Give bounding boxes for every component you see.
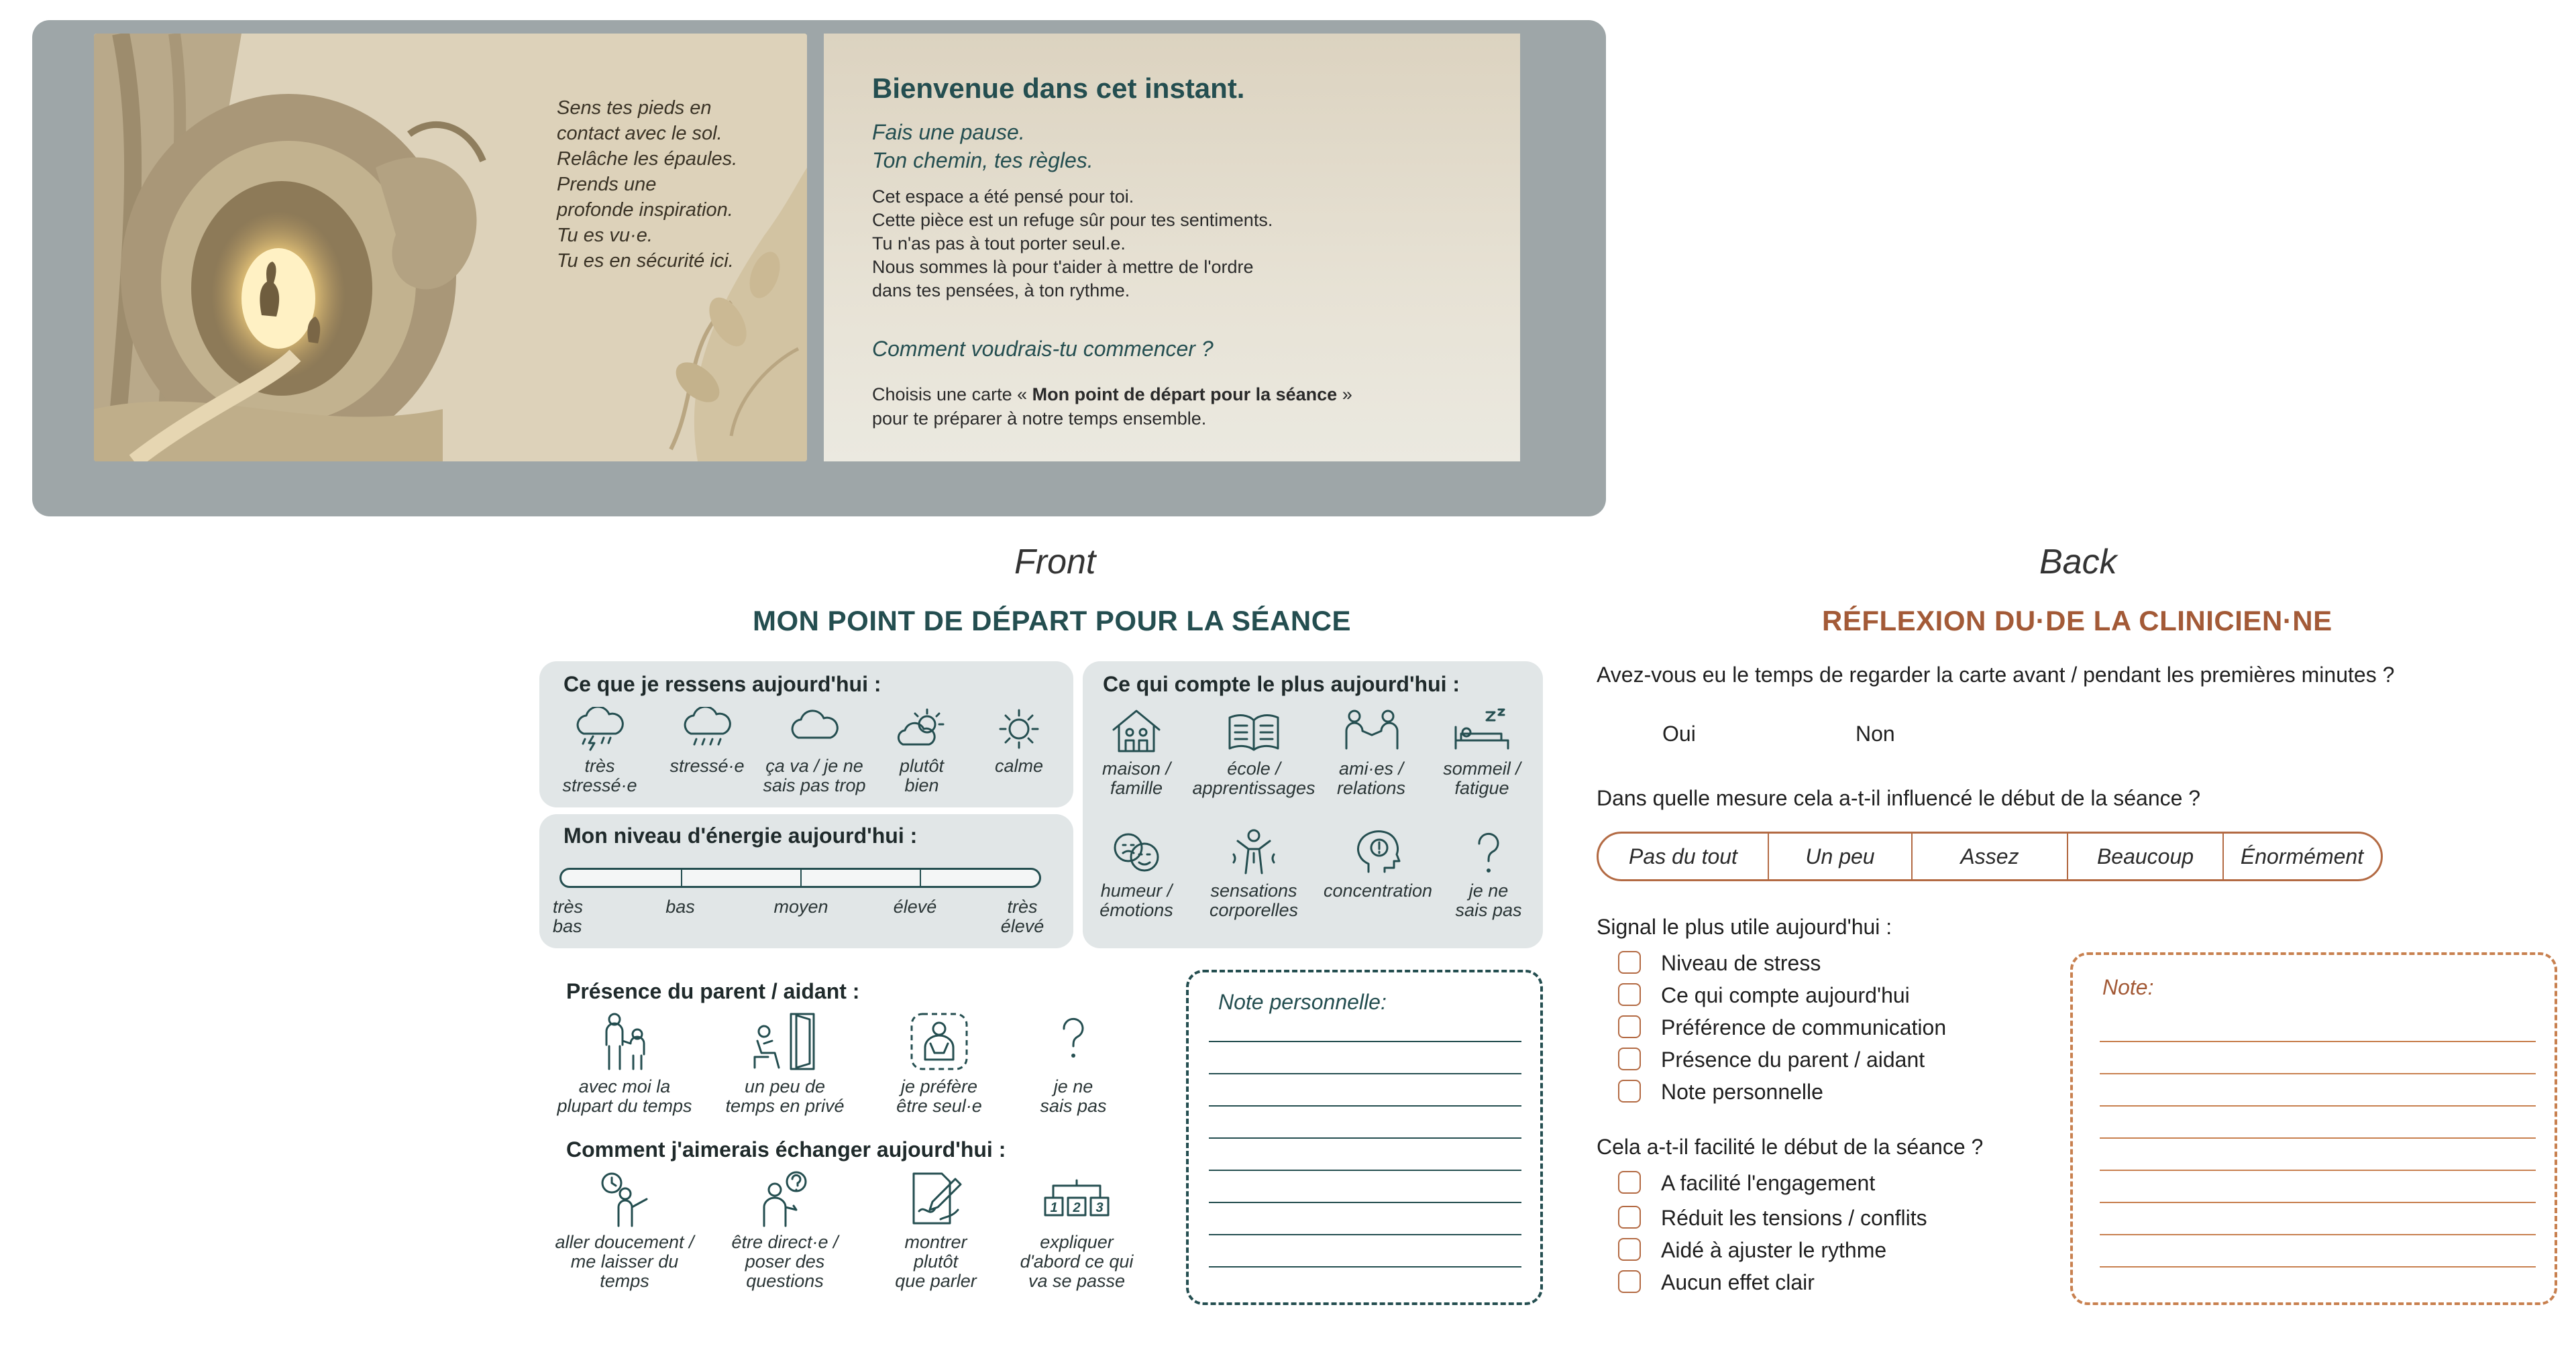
exchange-label: expliquer xyxy=(1040,1232,1114,1252)
welcome-body xyxy=(872,185,1476,302)
svg-text:1: 1 xyxy=(1050,1200,1058,1215)
exchange-label: aller doucement / xyxy=(555,1232,694,1252)
storm-cloud-icon xyxy=(572,707,628,751)
grounding-line: Relâche les épaules. xyxy=(557,148,738,170)
question-useful-signal: Signal le plus utile aujourd'hui : xyxy=(1597,915,1892,939)
front-title: MON POINT DE DÉPART POUR LA SÉANCE xyxy=(753,605,1352,636)
clinician-note-box[interactable] xyxy=(2070,952,2557,1305)
matter-label: corporelles xyxy=(1209,900,1299,920)
question-looked-at-card: Avez-vous eu le temps de regarder la carte avant / pendant les premières minutes ? xyxy=(1597,663,2395,687)
scale-a-lot[interactable]: Beaucoup xyxy=(2067,834,2222,879)
matter-label: émotions xyxy=(1099,900,1173,920)
matter-label: sommeil / xyxy=(1443,758,1521,779)
effect-label: Aidé à ajuster le rythme xyxy=(1661,1238,1887,1262)
matter-label: fatigue xyxy=(1454,778,1509,798)
feeling-label: très xyxy=(584,756,615,776)
feeling-very-stressed[interactable] xyxy=(546,707,653,795)
instruction-suffix: » xyxy=(1337,384,1352,404)
note-line xyxy=(2100,1041,2536,1042)
exchange-label: poser des xyxy=(745,1251,825,1272)
parent-label: temps en privé xyxy=(725,1096,845,1116)
feeling-label: plutôt xyxy=(899,756,945,776)
energy-label: très xyxy=(1007,897,1038,917)
body-line: dans tes pensées, à ton rythme. xyxy=(872,280,1130,300)
note-line xyxy=(2100,1234,2536,1235)
question-facilitated: Cela a-t-il facilité le début de la séance ? xyxy=(1597,1135,1984,1159)
body-line: Cet espace a été pensé pour toi. xyxy=(872,186,1134,207)
matter-label: famille xyxy=(1110,778,1163,798)
parent-label: avec moi la xyxy=(578,1076,671,1096)
personal-note-box[interactable] xyxy=(1186,970,1543,1305)
exchange-explain-first[interactable] xyxy=(1006,1170,1147,1291)
feeling-okay[interactable] xyxy=(754,707,875,795)
welcome-instruction xyxy=(872,382,1476,431)
checkbox-reduced-tension[interactable] xyxy=(1618,1206,1641,1229)
parent-private-time[interactable] xyxy=(707,1011,863,1116)
note-line xyxy=(1209,1137,1521,1139)
person-door-icon xyxy=(748,1011,822,1072)
matter-friends[interactable] xyxy=(1318,707,1425,798)
matter-home-family[interactable] xyxy=(1083,707,1190,798)
exchange-label: d'abord ce qui xyxy=(1020,1251,1134,1272)
mood-faces-icon xyxy=(1108,828,1165,876)
effect-label: Aucun effet clair xyxy=(1661,1270,1815,1294)
parent-mostly-present[interactable] xyxy=(542,1011,707,1116)
energy-panel xyxy=(539,814,1073,948)
energy-label: bas xyxy=(665,897,695,917)
energy-very-low[interactable] xyxy=(553,897,613,936)
parent-label: je préfère xyxy=(900,1076,978,1096)
exchange-label: plutôt xyxy=(913,1251,959,1272)
matter-label: apprentissages xyxy=(1192,778,1316,798)
energy-label: élevé xyxy=(893,897,937,917)
speech-person-icon xyxy=(755,1170,815,1227)
note-line xyxy=(1209,1170,1521,1171)
energy-title: Mon niveau d'énergie aujourd'hui : xyxy=(564,824,918,848)
parent-label: être seul·e xyxy=(896,1096,982,1116)
paper-art-illustration xyxy=(94,34,807,461)
matter-label: sensations xyxy=(1210,881,1297,901)
head-focus-icon xyxy=(1350,828,1406,876)
clock-person-icon xyxy=(594,1170,655,1227)
parent-label: je ne xyxy=(1053,1076,1093,1096)
note-line xyxy=(1209,1202,1521,1203)
feeling-label: calme xyxy=(994,756,1044,776)
svg-text:3: 3 xyxy=(1095,1200,1104,1215)
exchange-label: montrer xyxy=(904,1232,967,1252)
energy-tick xyxy=(800,870,802,886)
checkbox-engagement[interactable] xyxy=(1618,1171,1641,1194)
note-line xyxy=(1209,1234,1521,1235)
parent-title: Présence du parent / aidant : xyxy=(566,979,860,1003)
scale-not-at-all[interactable]: Pas du tout xyxy=(1629,844,1737,868)
exchange-go-slowly[interactable] xyxy=(541,1170,708,1291)
sleep-icon xyxy=(1452,707,1512,754)
parent-label: plupart du temps xyxy=(557,1096,692,1116)
matter-label: je ne xyxy=(1468,881,1509,901)
note-line xyxy=(1209,1105,1521,1107)
back-title: RÉFLEXION DU·DE LA CLINICIEN·NE xyxy=(1822,605,2332,636)
matter-label: relations xyxy=(1336,778,1406,798)
sun-icon xyxy=(991,707,1047,751)
question-influence: Dans quelle mesure cela a-t-il influencé le début de la séance ? xyxy=(1597,786,2201,810)
checkbox-personal-note[interactable] xyxy=(1618,1080,1641,1103)
exchange-title: Comment j'aimerais échanger aujourd'hui : xyxy=(566,1137,1006,1162)
body-sensations-icon xyxy=(1226,828,1282,876)
matter-body[interactable] xyxy=(1190,828,1318,920)
note-line xyxy=(1209,1073,1521,1074)
matter-label: humeur / xyxy=(1100,881,1173,901)
exchange-label: me laisser du xyxy=(570,1251,679,1272)
friends-icon xyxy=(1341,707,1401,754)
book-icon xyxy=(1226,707,1282,754)
energy-scale-bar[interactable] xyxy=(559,868,1041,888)
checkbox-stress-level[interactable] xyxy=(1618,951,1641,974)
energy-medium[interactable] xyxy=(761,897,841,917)
energy-label: très xyxy=(553,897,584,917)
scale-enormously[interactable]: Énormément xyxy=(2222,834,2380,879)
checkbox-parent-presence[interactable] xyxy=(1618,1048,1641,1070)
note-line xyxy=(2100,1105,2536,1107)
energy-very-high[interactable] xyxy=(989,897,1056,936)
signal-label: Note personnelle xyxy=(1661,1080,1823,1104)
exchange-show[interactable] xyxy=(872,1170,1000,1291)
exchange-label: que parler xyxy=(895,1271,977,1291)
feeling-stressed[interactable] xyxy=(653,707,761,776)
parent-dont-know[interactable] xyxy=(1020,1011,1127,1116)
adult-child-icon xyxy=(594,1011,655,1072)
note-line xyxy=(2100,1266,2536,1268)
energy-label: élevé xyxy=(1000,916,1044,936)
subtitle-line: Ton chemin, tes règles. xyxy=(872,148,1093,172)
checkbox-communication-preference[interactable] xyxy=(1618,1015,1641,1038)
energy-low[interactable] xyxy=(647,897,714,917)
feeling-calm[interactable] xyxy=(969,707,1069,776)
exchange-be-direct[interactable] xyxy=(711,1170,859,1291)
matter-concentration[interactable] xyxy=(1311,828,1445,901)
instruction-line-2: pour te préparer à notre temps ensemble. xyxy=(872,408,1207,429)
parent-label: un peu de xyxy=(744,1076,826,1096)
energy-label: bas xyxy=(553,916,582,936)
signal-label: Ce qui compte aujourd'hui xyxy=(1661,983,1910,1007)
feeling-label: stressé·e xyxy=(562,775,637,795)
feelings-panel xyxy=(539,661,1073,807)
checkbox-adjust-pace[interactable] xyxy=(1618,1238,1641,1261)
feeling-fairly-good[interactable] xyxy=(868,707,975,795)
svg-text:2: 2 xyxy=(1073,1200,1081,1215)
back-label: Back xyxy=(2039,543,2117,581)
question-icon xyxy=(1460,828,1517,876)
energy-high[interactable] xyxy=(881,897,949,917)
signal-label: Niveau de stress xyxy=(1661,951,1821,975)
matter-sleep[interactable] xyxy=(1425,707,1539,798)
body-line: Nous sommes là pour t'aider à mettre de l'ordre xyxy=(872,257,1254,277)
note-line xyxy=(2100,1202,2536,1203)
feeling-label: sais pas trop xyxy=(763,775,866,795)
signal-label: Préférence de communication xyxy=(1661,1015,1947,1039)
personal-note-label: Note personnelle: xyxy=(1218,990,1387,1014)
matter-label: sais pas xyxy=(1455,900,1522,920)
exchange-label: temps xyxy=(600,1271,649,1291)
note-line xyxy=(1209,1266,1521,1268)
matters-panel xyxy=(1083,661,1543,948)
matters-title: Ce qui compte le plus aujourd'hui : xyxy=(1103,672,1460,696)
influence-scale xyxy=(1597,832,2383,881)
answer-no[interactable]: Non xyxy=(1856,722,1895,746)
feeling-label: stressé·e xyxy=(669,756,745,776)
note-line xyxy=(2100,1137,2536,1139)
grounding-line: Sens tes pieds en xyxy=(557,97,712,119)
welcome-question: Comment voudrais-tu commencer ? xyxy=(872,337,1214,361)
signal-label: Présence du parent / aidant xyxy=(1661,1048,1925,1072)
matter-label: école / xyxy=(1227,758,1281,779)
welcome-panel xyxy=(824,34,1520,461)
writing-hand-icon xyxy=(906,1170,966,1227)
answer-yes[interactable]: Oui xyxy=(1662,722,1696,746)
exchange-label: va se passe xyxy=(1028,1271,1126,1291)
rain-cloud-icon xyxy=(679,707,735,751)
note-line xyxy=(1209,1041,1521,1042)
exchange-label: questions xyxy=(746,1271,824,1291)
cloud-icon xyxy=(786,707,843,751)
parent-alone[interactable] xyxy=(872,1011,1006,1116)
energy-tick xyxy=(681,870,682,886)
note-line xyxy=(2100,1170,2536,1171)
scale-a-little[interactable]: Un peu xyxy=(1768,834,1911,879)
effect-label: Réduit les tensions / conflits xyxy=(1661,1206,1927,1230)
scale-enough[interactable]: Assez xyxy=(1911,834,2067,879)
checkbox-what-matters[interactable] xyxy=(1618,983,1641,1006)
matter-label: concentration xyxy=(1323,881,1433,901)
subtitle-line: Fais une pause. xyxy=(872,120,1025,144)
welcome-subtitle xyxy=(872,118,1093,174)
grounding-line: Prends une xyxy=(557,174,657,195)
energy-label: moyen xyxy=(773,897,828,917)
feeling-label: ça va / je ne xyxy=(765,756,863,776)
clinician-note-label: Note: xyxy=(2102,975,2154,999)
house-family-icon xyxy=(1108,707,1165,754)
body-line: Tu n'as pas à tout porter seul.e. xyxy=(872,233,1126,254)
exchange-label: être direct·e / xyxy=(731,1232,839,1252)
grounding-line: Tu es vu·e. xyxy=(557,225,653,246)
grounding-line: contact avec le sol. xyxy=(557,123,722,144)
matter-label: maison / xyxy=(1102,758,1171,779)
grounding-line: profonde inspiration. xyxy=(557,199,733,221)
matter-label: ami·es / xyxy=(1338,758,1404,779)
person-alone-icon xyxy=(908,1011,971,1072)
feeling-label: bien xyxy=(904,775,939,795)
question-icon xyxy=(1045,1011,1102,1072)
matter-school[interactable] xyxy=(1190,707,1318,798)
parent-label: sais pas xyxy=(1040,1096,1107,1116)
body-line: Cette pièce est un refuge sûr pour tes sentiments. xyxy=(872,210,1273,230)
steps-123-icon xyxy=(1040,1170,1114,1227)
checkbox-no-effect[interactable] xyxy=(1618,1270,1641,1293)
matter-dont-know[interactable] xyxy=(1438,828,1539,920)
instruction-card-name: Mon point de départ pour la séance xyxy=(1032,384,1338,404)
note-line xyxy=(2100,1073,2536,1074)
matter-mood[interactable] xyxy=(1083,828,1190,920)
front-label: Front xyxy=(1014,543,1096,581)
grounding-line: Tu es en sécurité ici. xyxy=(557,250,734,272)
energy-tick xyxy=(920,870,921,886)
feelings-title: Ce que je ressens aujourd'hui : xyxy=(564,672,881,696)
sun-cloud-icon xyxy=(894,707,950,751)
effect-label: A facilité l'engagement xyxy=(1661,1171,1876,1195)
grounding-text xyxy=(557,95,785,274)
welcome-title: Bienvenue dans cet instant. xyxy=(872,72,1245,104)
instruction-prefix: Choisis une carte « xyxy=(872,384,1032,404)
